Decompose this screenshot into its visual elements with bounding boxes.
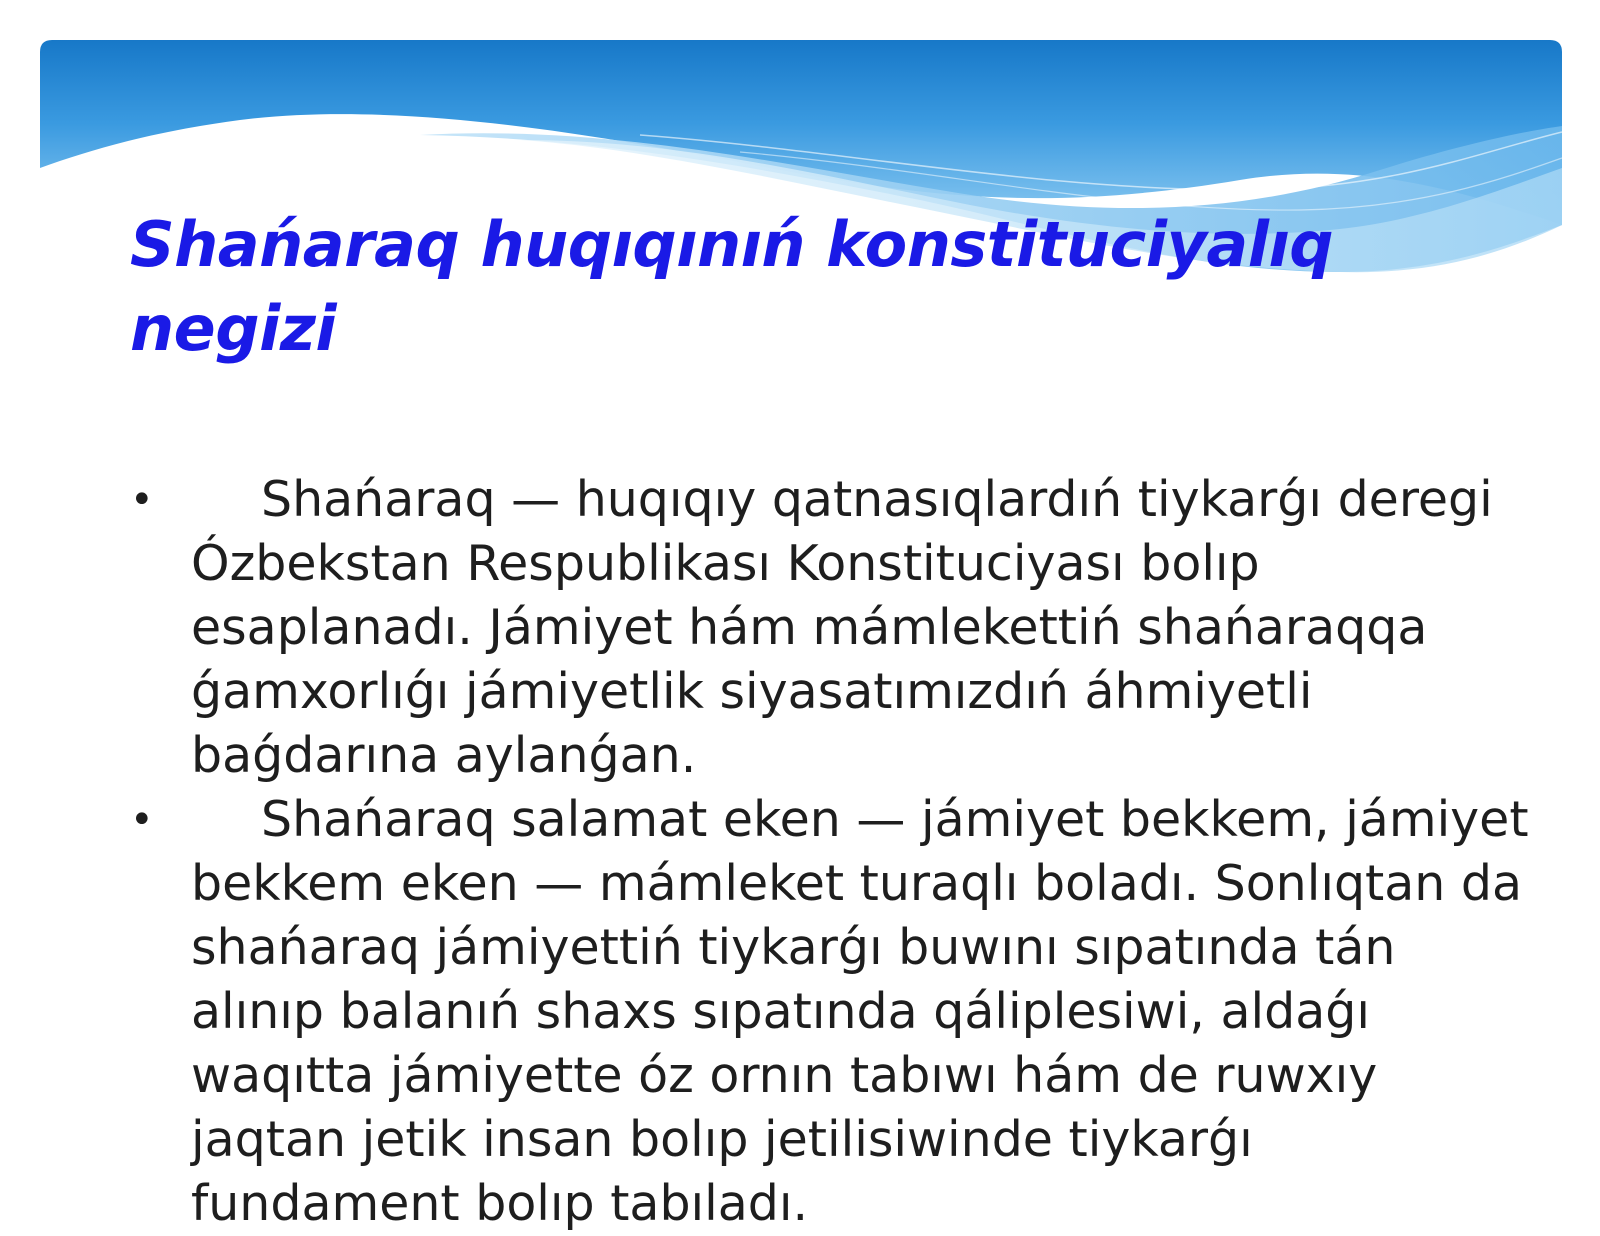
bullet-marker: • [130, 477, 154, 523]
bullet-item-2 [130, 788, 1530, 1236]
bullet-text: Shańaraq salamat eken — jámiyet bekkem, jámiyet bekkem eken — mámleket turaqlı boladı. Sonlıqtan da shańaraq jámiyettiń tiykarǵı buwını sıpatında tán alınıp balanıń shaxs sıpatında qáliplesiwi, aldaǵı waqıtta jámiyette óz ornın tabıwı hám de ruwxıy jaqtan jetik insan bolıp jetilisiwinde tiykarǵı fundament bolıp tabıladı. [191, 791, 1529, 1232]
bullet-item-1 [130, 468, 1530, 788]
bullet-text: Shańaraq — huqıqıy qatnasıqlardıń tiykarǵı deregi Ózbekstan Respublikası Konstituciyası bolıp esaplanadı. Jámiyet hám mámlekettiń shańaraqqa ǵamxorlıǵı jámiyetlik siyasatımızdıń áhmiyetli baǵdarına aylanǵan. [191, 471, 1493, 784]
bullet-list [130, 468, 1530, 1236]
slide-title: Shańaraq huqıqınıń konstituciyalıq negizi [130, 208, 1334, 365]
bullet-marker: • [130, 797, 154, 843]
